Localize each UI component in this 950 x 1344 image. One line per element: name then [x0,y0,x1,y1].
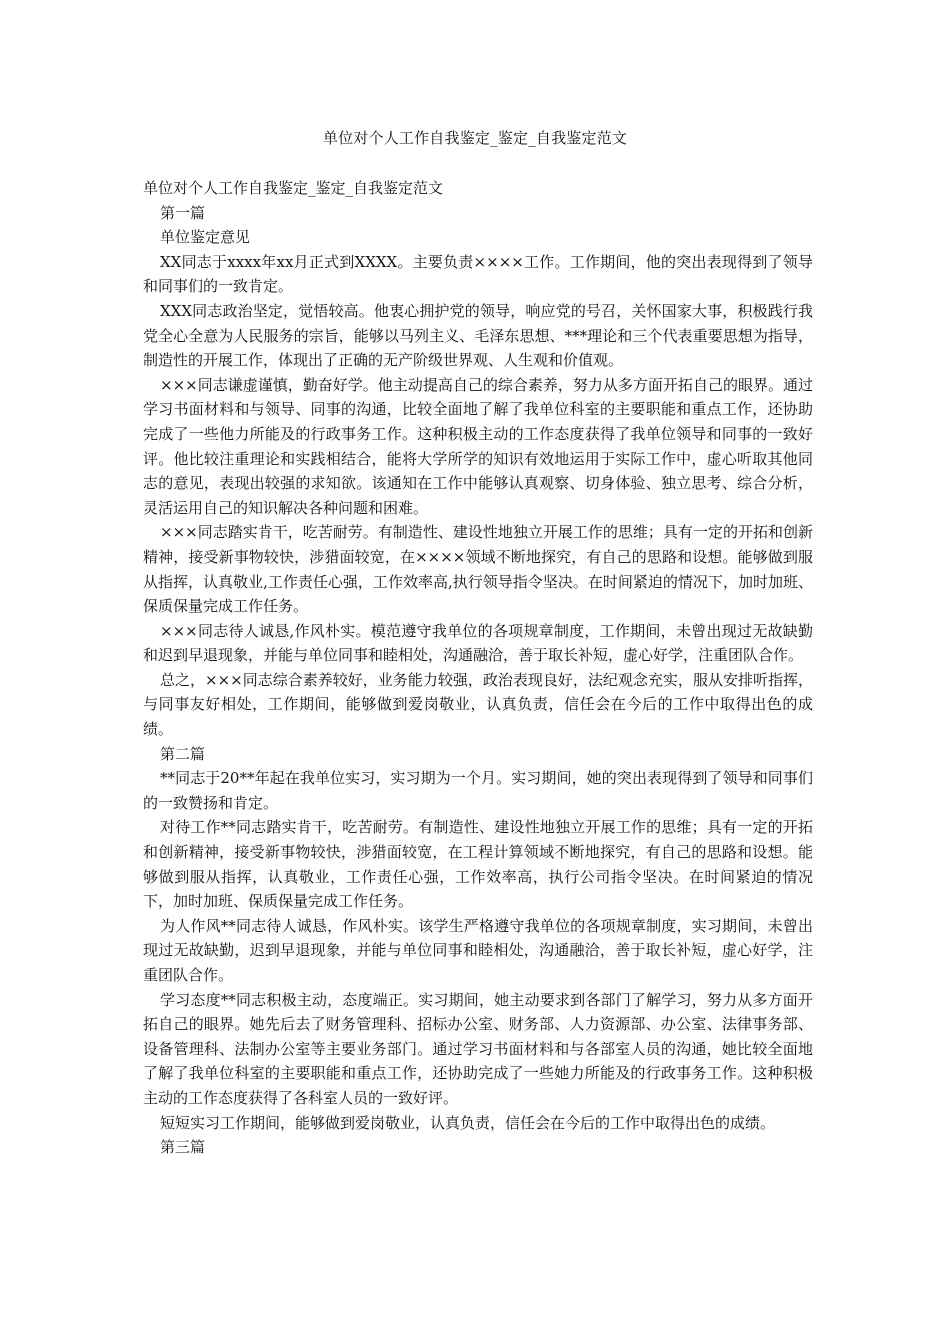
document-heading: 单位对个人工作自我鉴定_鉴定_自我鉴定范文 [143,179,444,197]
section-label: 第三篇 [160,1138,206,1157]
paragraph: **同志于20**年起在我单位实习，实习期为一个月。实习期间，她的突出表现得到了领导和同事们的一致赞扬和肯定。 [143,769,813,812]
paragraph: 为人作风**同志待人诚恳，作风朴实。该学生严格遵守我单位的各项规章制度，实习期间，未曾出现过无故缺勤，迟到早退现象，并能与单位同事和睦相处，沟通融洽，善于取长补短，虚心好学，注重团队合作。 [143,916,813,984]
paragraph: ×××同志谦虚谨慎，勤奋好学。他主动提高自己的综合素养，努力从多方面开拓自己的眼界。通过学习书面材料和与领导、同事的沟通，比较全面地了解了我单位科室的主要职能和重点工作，还协助完成了一些他力所能及的行政事务工作。这种积极主动的工作态度获得了我单位领导和同事的一致好评。他比较注重理论和实践相结合，能将大学所学的知识有效地运用于实际工作中，虚心听取其他同志的意见，表现出较强的求知欲。该通知在工作中能够认真观察、切身体验、独立思考、综合分析，灵活运用自己的知识解决各种问题和困难。 [143,375,813,517]
paragraph: 学习态度**同志积极主动，态度端正。实习期间，她主动要求到各部门了解学习，努力从多方面开拓自己的眼界。她先后去了财务管理科、招标办公室、财务部、人力资源部、办公室、法律事务部、设备管理科、法制办公室等主要业务部门。通过学习书面材料和与各部室人员的沟通，她比较全面地了解了我单位科室的主要职能和重点工作，还协助完成了一些她力所能及的行政事务工作。这种积极主动的工作态度获得了各科室人员的一致好评。 [143,990,813,1107]
section-label: 第一篇 [160,203,206,222]
section-subheading: 单位鉴定意见 [160,228,251,247]
section-label: 第二篇 [160,744,206,763]
paragraph: ×××同志待人诚恳,作风朴实。模范遵守我单位的各项规章制度，工作期间，未曾出现过无故缺勤和迟到早退现象，并能与单位同事和睦相处，沟通融洽，善于取长补短，虚心好学，注重团队合作。 [143,621,813,665]
paragraph: 总之，×××同志综合素养较好，业务能力较强，政治表现良好，法纪观念充实，服从安排听指挥，与同事友好相处，工作期间，能够做到爱岗敬业，认真负责，信任会在今后的工作中取得出色的成绩。 [143,670,813,739]
paragraph: XX同志于xxxx年xx月正式到XXXX。主要负责××××工作。工作期间，他的突出表现得到了领导和同事们的一致肯定。 [143,252,813,296]
paragraph: XXX同志政治坚定，觉悟较高。他衷心拥护党的领导，响应党的号召，关怀国家大事，积极践行我党全心全意为人民服务的宗旨，能够以马列主义、毛泽东思想、***理论和三个代表重要思想为指导，制造性的开展工作，体现出了正确的无产阶级世界观、人生观和价值观。 [143,301,813,370]
paragraph: ×××同志踏实肯干，吃苦耐劳。有制造性、建设性地独立开展工作的思维；具有一定的开拓和创新精神，接受新事物较快，涉猎面较宽，在××××领域不断地探究，有自己的思路和设想。能够做到服从指挥，认真敬业,工作责任心强，工作效率高,执行领导指令坚决。在时间紧迫的情况下，加时加班、保质保量完成工作任务。 [143,523,813,616]
paragraph: 短短实习工作期间，能够做到爱岗敬业，认真负责，信任会在今后的工作中取得出色的成绩。 [160,1113,776,1132]
document-body [143,176,813,1160]
document-title: 单位对个人工作自我鉴定_鉴定_自我鉴定范文 [322,129,628,147]
paragraph: 对待工作**同志踏实肯干，吃苦耐劳。有制造性、建设性地独立开展工作的思维；具有一定的开拓和创新精神，接受新事物较快，涉猎面较宽，在工程计算领域不断地探究，有自己的思路和设想。能够做到服从指挥，认真敬业，工作责任心强，工作效率高，执行公司指令坚决。在时间紧迫的情况下，加时加班、保质保量完成工作任务。 [143,818,813,911]
